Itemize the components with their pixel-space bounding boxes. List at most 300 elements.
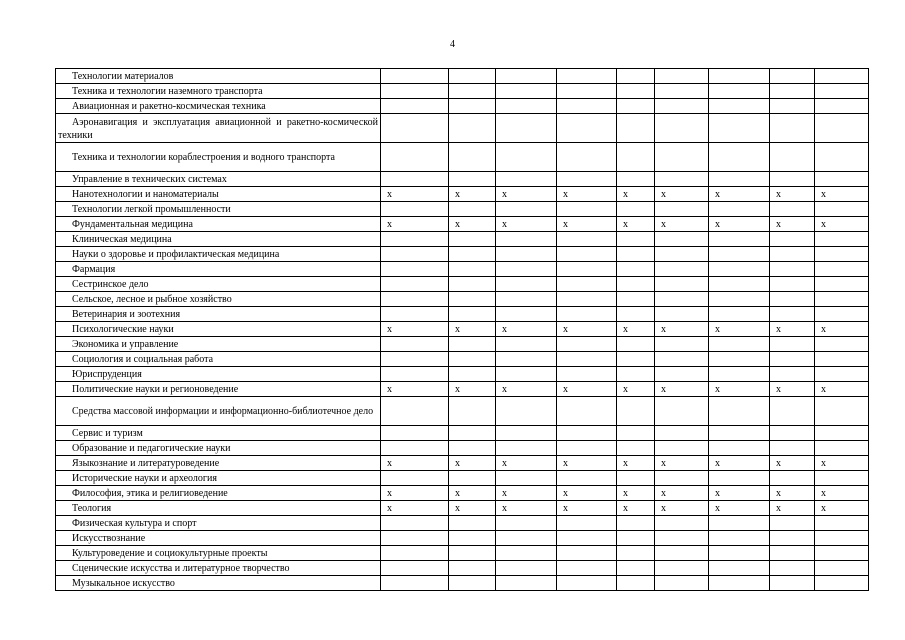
mark-cell	[815, 217, 869, 232]
mark-cell	[709, 501, 770, 516]
mark-cell	[496, 576, 557, 591]
mark-cell	[655, 202, 709, 217]
table-row	[56, 99, 869, 114]
row-label: Социология и социальная работа	[72, 354, 214, 365]
mark-x: x	[715, 457, 720, 469]
table-row	[56, 217, 869, 232]
mark-cell	[617, 382, 655, 397]
mark-cell	[381, 576, 449, 591]
mark-x: x	[455, 323, 460, 335]
mark-cell	[655, 441, 709, 456]
mark-cell	[381, 471, 449, 486]
mark-cell	[770, 322, 815, 337]
mark-cell	[617, 172, 655, 187]
mark-cell	[557, 516, 617, 531]
mark-cell	[381, 352, 449, 367]
table-row	[56, 337, 869, 352]
row-label: Политические науки и регионоведение	[72, 384, 239, 395]
table-row	[56, 307, 869, 322]
mark-x: x	[623, 323, 628, 335]
mark-cell	[496, 471, 557, 486]
row-label-cell	[56, 367, 381, 382]
mark-cell	[815, 546, 869, 561]
mark-cell	[496, 247, 557, 262]
mark-cell	[655, 546, 709, 561]
mark-cell	[449, 247, 496, 262]
mark-x: x	[502, 188, 507, 200]
mark-cell	[381, 292, 449, 307]
row-label: Средства массовой информации и информационно-библиотечное дело	[72, 406, 374, 417]
mark-x: x	[776, 457, 781, 469]
row-label-cell	[56, 546, 381, 561]
mark-cell	[449, 367, 496, 382]
row-label-cell	[56, 501, 381, 516]
page-number: 4	[450, 39, 455, 50]
mark-cell	[381, 441, 449, 456]
table-row	[56, 352, 869, 367]
mark-cell	[709, 114, 770, 143]
mark-cell	[449, 471, 496, 486]
table-row	[56, 516, 869, 531]
mark-cell	[557, 187, 617, 202]
mark-cell	[449, 441, 496, 456]
mark-x: x	[715, 383, 720, 395]
subject-table	[55, 68, 869, 591]
mark-cell	[709, 187, 770, 202]
mark-cell	[709, 471, 770, 486]
mark-x: x	[563, 323, 568, 335]
mark-cell	[770, 262, 815, 277]
mark-cell	[815, 501, 869, 516]
mark-cell	[617, 143, 655, 172]
row-label: Фармация	[72, 264, 116, 275]
mark-cell	[770, 367, 815, 382]
table-row	[56, 367, 869, 382]
row-label-cell	[56, 114, 381, 143]
mark-cell	[449, 262, 496, 277]
mark-cell	[770, 99, 815, 114]
mark-cell	[655, 501, 709, 516]
mark-x: x	[387, 502, 392, 514]
table-row	[56, 322, 869, 337]
mark-cell	[449, 114, 496, 143]
row-label: Сценические искусства и литературное творчество	[72, 563, 290, 574]
row-label-cell	[56, 382, 381, 397]
mark-x: x	[387, 323, 392, 335]
mark-cell	[381, 337, 449, 352]
mark-cell	[381, 84, 449, 99]
mark-cell	[496, 531, 557, 546]
row-label-cell	[56, 262, 381, 277]
mark-cell	[449, 501, 496, 516]
table-row	[56, 262, 869, 277]
table-row	[56, 561, 869, 576]
mark-cell	[770, 471, 815, 486]
mark-cell	[770, 486, 815, 501]
row-label: Нанотехнологии и наноматериалы	[72, 189, 219, 200]
row-label-cell	[56, 307, 381, 322]
mark-cell	[617, 262, 655, 277]
table-row	[56, 397, 869, 426]
mark-x: x	[387, 188, 392, 200]
mark-cell	[557, 531, 617, 546]
mark-x: x	[502, 502, 507, 514]
row-label: Науки о здоровье и профилактическая медицина	[72, 249, 280, 260]
mark-x: x	[563, 457, 568, 469]
mark-cell	[449, 352, 496, 367]
mark-cell	[655, 486, 709, 501]
mark-cell	[557, 337, 617, 352]
mark-cell	[815, 486, 869, 501]
table-row	[56, 382, 869, 397]
mark-x: x	[455, 502, 460, 514]
mark-cell	[815, 247, 869, 262]
mark-cell	[381, 232, 449, 247]
mark-cell	[496, 217, 557, 232]
table-row	[56, 531, 869, 546]
mark-cell	[557, 322, 617, 337]
mark-cell	[617, 516, 655, 531]
mark-cell	[617, 352, 655, 367]
mark-cell	[655, 232, 709, 247]
table-row	[56, 69, 869, 84]
mark-x: x	[455, 218, 460, 230]
mark-cell	[496, 99, 557, 114]
mark-cell	[815, 114, 869, 143]
mark-cell	[815, 322, 869, 337]
mark-x: x	[715, 323, 720, 335]
mark-cell	[557, 292, 617, 307]
mark-cell	[655, 456, 709, 471]
mark-cell	[655, 561, 709, 576]
mark-cell	[557, 84, 617, 99]
mark-cell	[381, 501, 449, 516]
mark-cell	[815, 426, 869, 441]
mark-x: x	[821, 457, 826, 469]
mark-x: x	[455, 457, 460, 469]
mark-cell	[617, 576, 655, 591]
mark-x: x	[502, 457, 507, 469]
mark-cell	[617, 337, 655, 352]
mark-cell	[557, 486, 617, 501]
mark-cell	[709, 247, 770, 262]
row-label: Аэронавигация и эксплуатация авиационной и ракетно-космической техники	[58, 116, 378, 141]
mark-cell	[496, 486, 557, 501]
mark-cell	[449, 337, 496, 352]
table-row	[56, 501, 869, 516]
table-row	[56, 486, 869, 501]
mark-cell	[770, 382, 815, 397]
mark-x: x	[661, 218, 666, 230]
row-label-cell	[56, 441, 381, 456]
row-label: Технологии легкой промышленности	[72, 204, 231, 215]
row-label: Сервис и туризм	[72, 428, 143, 439]
mark-cell	[617, 202, 655, 217]
mark-x: x	[502, 487, 507, 499]
mark-cell	[617, 501, 655, 516]
mark-cell	[815, 99, 869, 114]
mark-cell	[617, 397, 655, 426]
row-label-cell	[56, 531, 381, 546]
mark-cell	[449, 382, 496, 397]
mark-x: x	[623, 383, 628, 395]
mark-cell	[770, 187, 815, 202]
mark-x: x	[623, 218, 628, 230]
mark-cell	[496, 292, 557, 307]
mark-cell	[557, 217, 617, 232]
row-label: Теология	[72, 503, 112, 514]
mark-cell	[449, 232, 496, 247]
mark-cell	[655, 84, 709, 99]
mark-cell	[381, 456, 449, 471]
mark-cell	[449, 202, 496, 217]
row-label: Экономика и управление	[72, 339, 179, 350]
mark-cell	[815, 397, 869, 426]
mark-cell	[496, 456, 557, 471]
mark-cell	[770, 441, 815, 456]
mark-cell	[709, 337, 770, 352]
mark-cell	[709, 456, 770, 471]
mark-cell	[655, 172, 709, 187]
mark-cell	[381, 99, 449, 114]
mark-cell	[770, 352, 815, 367]
mark-x: x	[502, 323, 507, 335]
mark-cell	[770, 426, 815, 441]
mark-cell	[617, 277, 655, 292]
mark-cell	[381, 561, 449, 576]
mark-cell	[709, 202, 770, 217]
table-row	[56, 546, 869, 561]
mark-cell	[381, 397, 449, 426]
mark-cell	[815, 456, 869, 471]
mark-x: x	[623, 487, 628, 499]
mark-cell	[449, 426, 496, 441]
mark-cell	[655, 337, 709, 352]
mark-cell	[496, 172, 557, 187]
row-label-cell	[56, 69, 381, 84]
mark-cell	[655, 187, 709, 202]
mark-cell	[709, 382, 770, 397]
row-label-cell	[56, 426, 381, 441]
mark-cell	[449, 561, 496, 576]
mark-cell	[449, 84, 496, 99]
mark-x: x	[776, 218, 781, 230]
table-row	[56, 84, 869, 99]
mark-x: x	[387, 383, 392, 395]
mark-cell	[557, 232, 617, 247]
mark-cell	[381, 307, 449, 322]
mark-x: x	[821, 323, 826, 335]
mark-cell	[815, 84, 869, 99]
mark-cell	[709, 516, 770, 531]
mark-cell	[557, 172, 617, 187]
mark-cell	[815, 232, 869, 247]
mark-cell	[381, 114, 449, 143]
mark-cell	[449, 576, 496, 591]
mark-cell	[557, 143, 617, 172]
mark-cell	[655, 217, 709, 232]
mark-cell	[496, 187, 557, 202]
mark-cell	[617, 546, 655, 561]
table-row	[56, 292, 869, 307]
table-row	[56, 576, 869, 591]
mark-cell	[449, 322, 496, 337]
mark-cell	[655, 322, 709, 337]
mark-x: x	[502, 383, 507, 395]
mark-cell	[381, 69, 449, 84]
mark-cell	[815, 187, 869, 202]
mark-cell	[557, 382, 617, 397]
row-label-cell	[56, 247, 381, 262]
mark-cell	[557, 114, 617, 143]
mark-cell	[709, 426, 770, 441]
row-label: Юриспруденция	[72, 369, 142, 380]
mark-x: x	[387, 457, 392, 469]
mark-cell	[770, 69, 815, 84]
mark-cell	[815, 561, 869, 576]
row-label-cell	[56, 471, 381, 486]
mark-cell	[709, 277, 770, 292]
mark-cell	[617, 531, 655, 546]
mark-cell	[709, 397, 770, 426]
mark-cell	[655, 382, 709, 397]
mark-cell	[496, 352, 557, 367]
row-label: Исторические науки и археология	[72, 473, 217, 484]
mark-cell	[496, 337, 557, 352]
mark-cell	[770, 516, 815, 531]
mark-x: x	[563, 383, 568, 395]
row-label: Музыкальное искусство	[72, 578, 175, 589]
mark-cell	[655, 292, 709, 307]
table-body	[56, 69, 869, 591]
mark-cell	[496, 232, 557, 247]
mark-cell	[655, 352, 709, 367]
row-label: Техника и технологии наземного транспорта	[72, 86, 263, 97]
mark-cell	[655, 531, 709, 546]
mark-x: x	[821, 487, 826, 499]
mark-cell	[655, 143, 709, 172]
mark-cell	[496, 501, 557, 516]
mark-cell	[617, 69, 655, 84]
mark-cell	[655, 99, 709, 114]
mark-cell	[709, 217, 770, 232]
mark-x: x	[776, 323, 781, 335]
row-label: Психологические науки	[72, 324, 174, 335]
mark-cell	[709, 172, 770, 187]
mark-cell	[496, 114, 557, 143]
mark-cell	[709, 232, 770, 247]
mark-cell	[815, 143, 869, 172]
mark-x: x	[715, 502, 720, 514]
table-row	[56, 187, 869, 202]
mark-x: x	[715, 218, 720, 230]
mark-cell	[770, 277, 815, 292]
mark-cell	[709, 352, 770, 367]
mark-cell	[449, 292, 496, 307]
mark-cell	[496, 397, 557, 426]
row-label-cell	[56, 84, 381, 99]
mark-cell	[557, 397, 617, 426]
mark-cell	[449, 456, 496, 471]
mark-cell	[655, 516, 709, 531]
mark-x: x	[387, 218, 392, 230]
mark-cell	[655, 277, 709, 292]
mark-cell	[770, 84, 815, 99]
mark-x: x	[455, 188, 460, 200]
mark-cell	[557, 441, 617, 456]
mark-cell	[617, 114, 655, 143]
mark-x: x	[821, 218, 826, 230]
row-label-cell	[56, 486, 381, 501]
row-label-cell	[56, 99, 381, 114]
row-label: Искусствознание	[72, 533, 146, 544]
mark-x: x	[661, 487, 666, 499]
mark-cell	[770, 576, 815, 591]
mark-cell	[496, 367, 557, 382]
mark-cell	[496, 322, 557, 337]
mark-cell	[496, 561, 557, 576]
row-label: Технологии материалов	[72, 71, 174, 82]
table-row	[56, 456, 869, 471]
mark-cell	[496, 307, 557, 322]
mark-x: x	[821, 188, 826, 200]
row-label-cell	[56, 277, 381, 292]
table-row	[56, 114, 869, 143]
mark-cell	[815, 69, 869, 84]
mark-cell	[496, 84, 557, 99]
mark-cell	[815, 576, 869, 591]
mark-cell	[770, 232, 815, 247]
mark-x: x	[821, 502, 826, 514]
mark-x: x	[821, 383, 826, 395]
table-row	[56, 441, 869, 456]
mark-cell	[449, 546, 496, 561]
mark-cell	[815, 441, 869, 456]
mark-x: x	[776, 487, 781, 499]
mark-cell	[381, 143, 449, 172]
table-row	[56, 471, 869, 486]
row-label: Философия, этика и религиоведение	[72, 488, 228, 499]
mark-cell	[709, 561, 770, 576]
row-label-cell	[56, 202, 381, 217]
mark-cell	[617, 232, 655, 247]
mark-cell	[617, 217, 655, 232]
row-label-cell	[56, 397, 381, 426]
mark-cell	[709, 99, 770, 114]
mark-cell	[449, 143, 496, 172]
table-row	[56, 426, 869, 441]
mark-cell	[655, 397, 709, 426]
mark-cell	[449, 217, 496, 232]
mark-cell	[617, 292, 655, 307]
mark-cell	[617, 322, 655, 337]
mark-cell	[617, 99, 655, 114]
mark-cell	[449, 187, 496, 202]
mark-cell	[770, 114, 815, 143]
mark-cell	[557, 367, 617, 382]
mark-x: x	[455, 487, 460, 499]
mark-cell	[617, 247, 655, 262]
mark-x: x	[563, 502, 568, 514]
mark-x: x	[715, 188, 720, 200]
mark-cell	[381, 202, 449, 217]
mark-cell	[496, 382, 557, 397]
mark-cell	[617, 486, 655, 501]
mark-cell	[709, 262, 770, 277]
mark-cell	[770, 217, 815, 232]
mark-cell	[709, 69, 770, 84]
mark-cell	[655, 576, 709, 591]
